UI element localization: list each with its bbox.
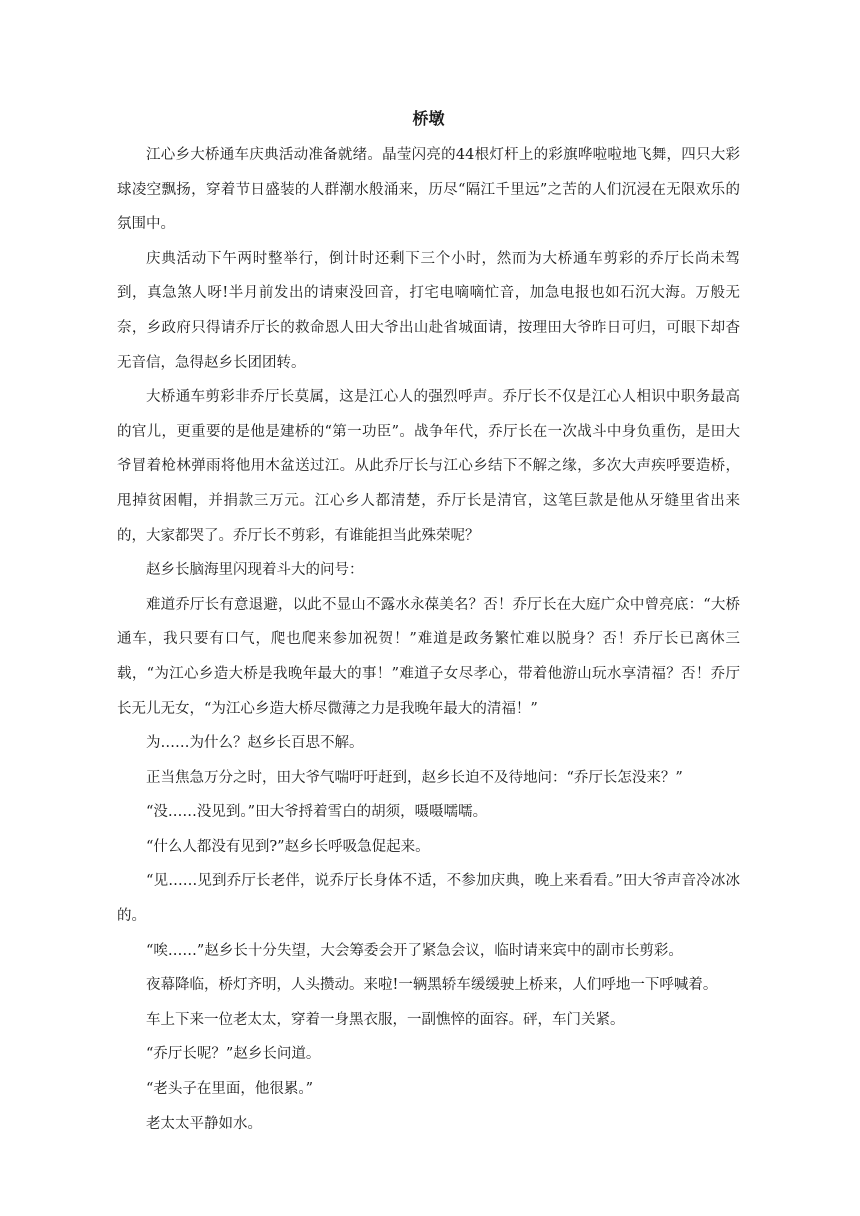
paragraph: 正当焦急万分之时，田大爷气喘吁吁赶到，赵乡长迫不及待地问：“乔厅长怎没来？”	[146, 769, 683, 786]
document-body	[117, 138, 740, 1141]
paragraph: 庆典活动下午两时整举行，倒计时还剩下三个小时，然而为大桥通车剪彩的乔厅长尚未驾到，真急煞人呀!半月前发出的请柬没回音，打宅电嘀嘀忙音，加急电报也如石沉大海。万般无奈，乡政府只得请乔厅长的救命恩人田大爷出山赴省城面请，按理田大爷昨日可归，可眼下却杳无音信，急得赵乡长团团转。	[117, 250, 740, 371]
paragraph: 大桥通车剪彩非乔厅长莫属，这是江心人的强烈呼声。乔厅长不仅是江心人相识中职务最高的官儿，更重要的是他是建桥的“第一功臣”。战争年代，乔厅长在一次战斗中身负重伤，是田大爷冒着枪林弹雨将他用木盆送过江。从此乔厅长与江心乡结下不解之缘，多次大声疾呼要造桥，甩掉贫困帽，并捐款三万元。江心乡人都清楚，乔厅长是清官，这笔巨款是他从牙缝里省出来的，大家都哭了。乔厅长不剪彩，有谁能担当此殊荣呢？	[117, 389, 740, 544]
paragraph: 为……为什么？赵乡长百思不解。	[146, 735, 364, 752]
paragraph: 难道乔厅长有意退避，以此不显山不露水永葆美名？否！乔厅长在大庭广众中曾亮底：“大桥通车，我只要有口气，爬也爬来参加祝贺！”难道是政务繁忙难以脱身？否！乔厅长已离休三载，“为江心乡造大桥是我晚年最大的事！”难道子女尽孝心，带着他游山玩水享清福？否！乔厅长无儿无女，“为江心乡造大桥尽微薄之力是我晚年最大的清福！”	[117, 596, 740, 717]
paragraph: 赵乡长脑海里闪现着斗大的问号：	[146, 562, 364, 579]
paragraph: “没……没见到。”田大爷捋着雪白的胡须，嗫嗫嚅嚅。	[146, 804, 488, 821]
paragraph: “唉……”赵乡长十分失望，大会筹委会开了紧急会议，临时请来宾中的副市长剪彩。	[146, 942, 683, 959]
paragraph: 老太太平静如水。	[146, 1115, 262, 1132]
paragraph: “见……见到乔厅长老伴，说乔厅长身体不适，不参加庆典，晚上来看看。”田大爷声音冷冰冰的。	[117, 873, 740, 925]
document-page	[117, 100, 740, 1141]
paragraph: “什么人都没有见到?”赵乡长呼吸急促起来。	[146, 838, 430, 855]
paragraph: 江心乡大桥通车庆典活动准备就绪。晶莹闪亮的44根灯杆上的彩旗哗啦啦地飞舞，四只大彩球凌空飘扬，穿着节日盛装的人群潮水般涌来，历尽“隔江千里远”之苦的人们沉浸在无限欢乐的氛围中。	[117, 147, 740, 233]
paragraph: “老头子在里面，他很累。”	[146, 1081, 314, 1098]
paragraph: “乔厅长呢？”赵乡长问道。	[146, 1046, 321, 1063]
document-title: 桥墩	[412, 109, 445, 128]
paragraph: 夜幕降临，桥灯齐明，人头攒动。来啦!一辆黑轿车缓缓驶上桥来，人们呼地一下呼喊着。	[146, 977, 718, 994]
paragraph: 车上下来一位老太太，穿着一身黑衣服，一副憔悴的面容。砰，车门关紧。	[146, 1011, 625, 1028]
